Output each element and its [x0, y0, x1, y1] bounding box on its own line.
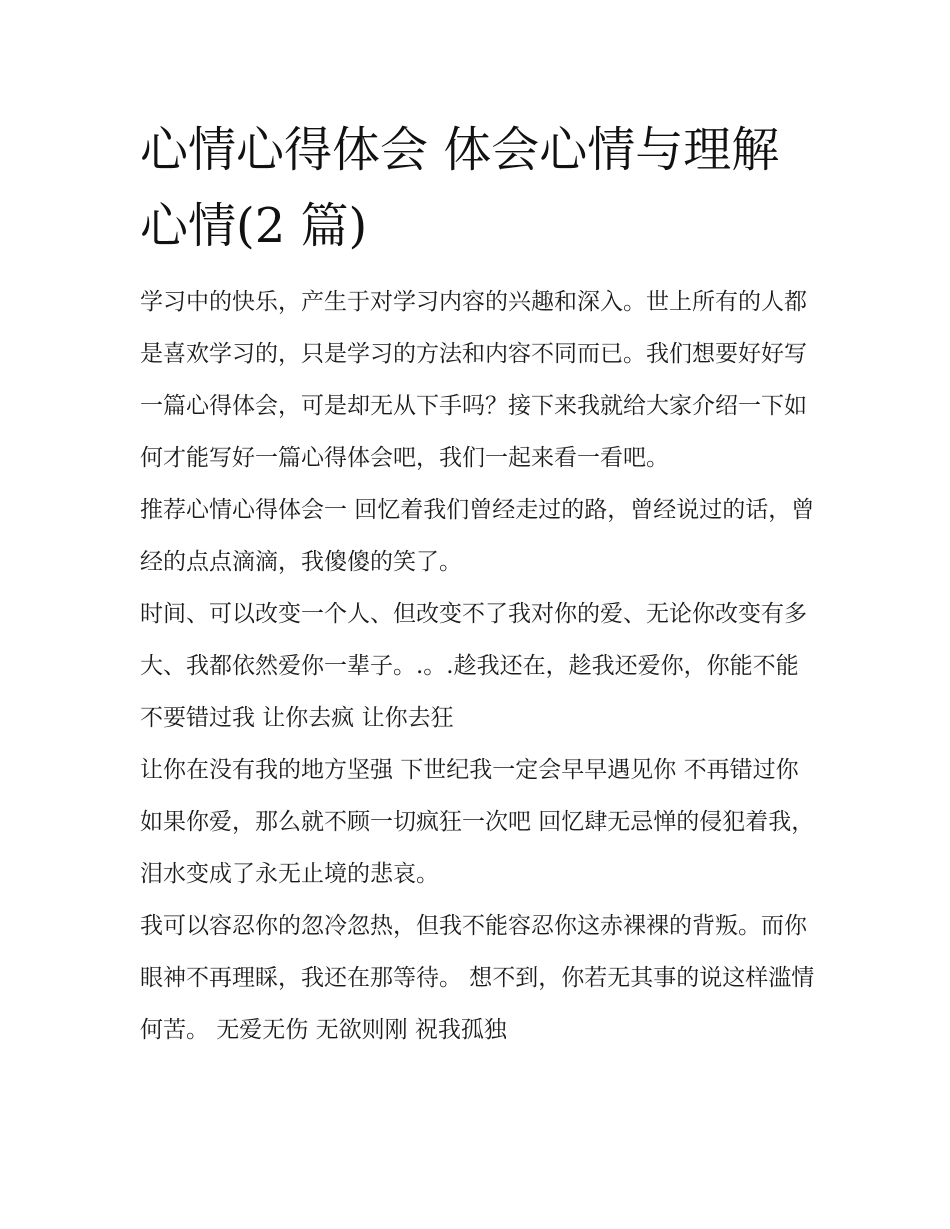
paragraph-time: 时间、可以改变一个人、但改变不了我对你的爱、无论你改变有多大、我都依然爱你一辈子。.。.趁我还在，趁我还爱你，你能不能不要错过我 让你去疯 让你去狂 [140, 601, 807, 731]
paragraph-intro: 学习中的快乐，产生于对学习内容的兴趣和深入。世上所有的人都是喜欢学习的，只是学习的方法和内容不同而已。我们想要好好写一篇心得体会，可是却无从下手吗？接下来我就给大家介绍一下如何才能写好一篇心得体会吧，我们一起来看一看吧。 [140, 289, 807, 471]
paragraph-recommend: 推荐心情心得体会一 回忆着我们曾经走过的路，曾经说过的话，曾经的点点滴滴，我傻傻的笑了。 [140, 497, 815, 575]
document-title: 心情心得体会 体会心情与理解心情(2 篇) [140, 122, 780, 254]
document-body [140, 276, 820, 1056]
paragraph-strong: 让你在没有我的地方坚强 下世纪我一定会早早遇见你 不再错过你 如果你爱，那么就不顾一切疯狂一次吧 回忆肆无忌惮的侵犯着我，泪水变成了永无止境的悲哀。 [140, 757, 815, 887]
paragraph-tolerate: 我可以容忍你的忽冷忽热，但我不能容忍你这赤裸裸的背叛。而你眼神不再理睬，我还在那等待。 想不到，你若无其事的说这样滥情何苦。 无爱无伤 无欲则刚 祝我孤独 [140, 913, 815, 1043]
